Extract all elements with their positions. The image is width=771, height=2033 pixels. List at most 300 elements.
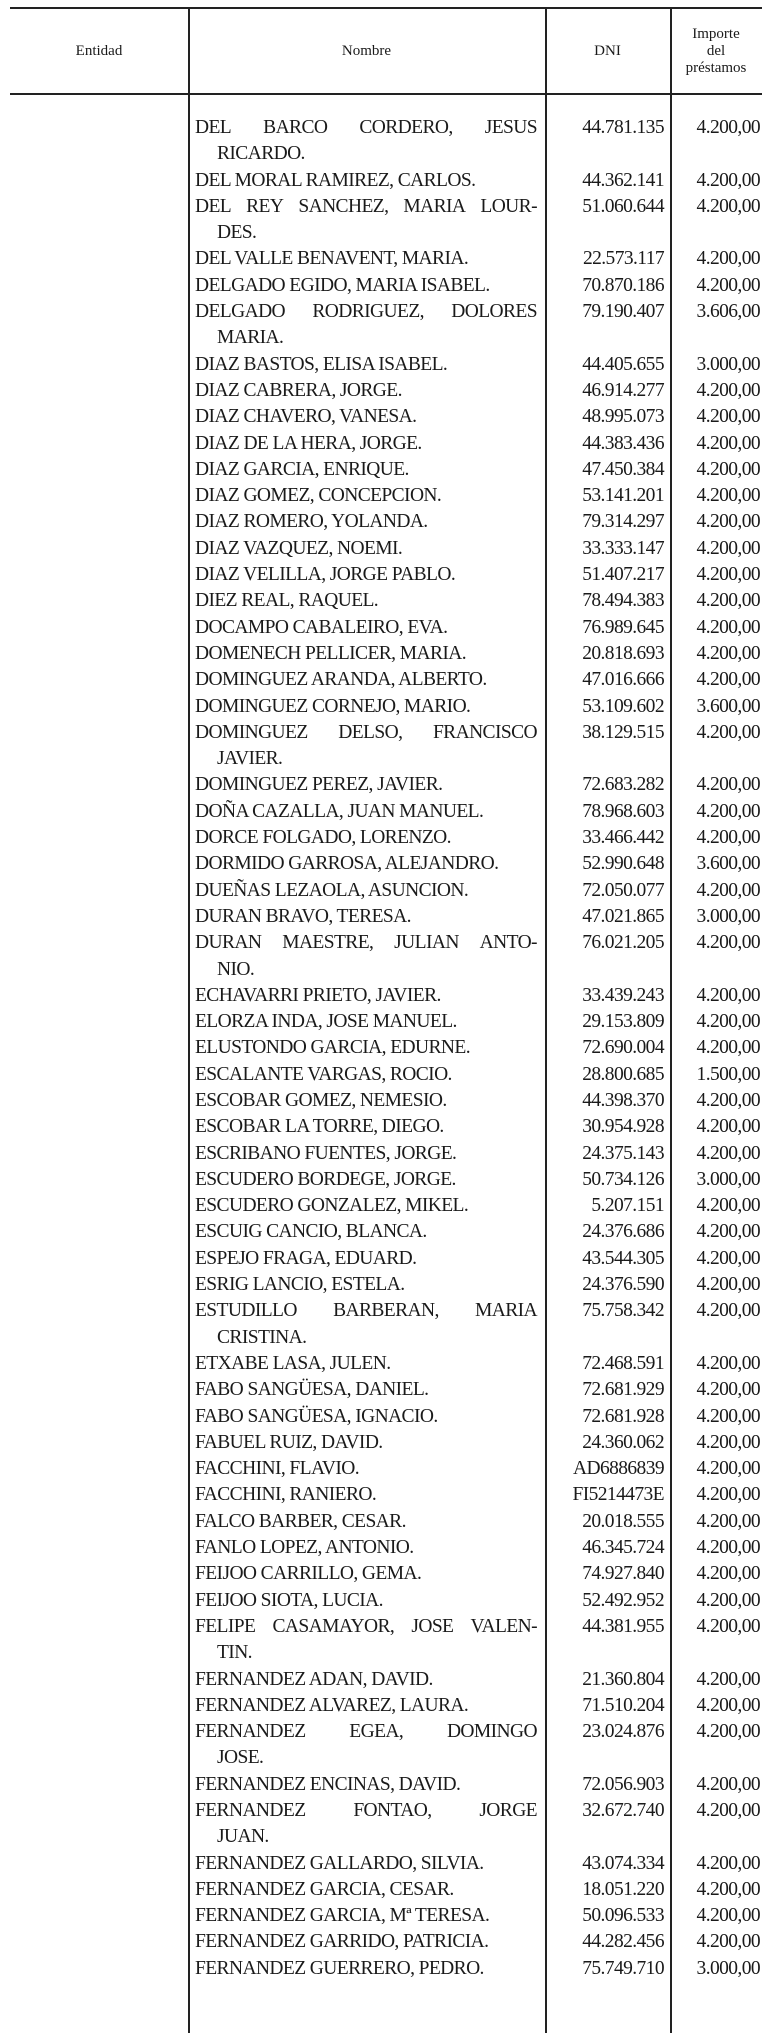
entidad-cell: [10, 615, 188, 641]
dni-cell: 75.758.342: [582, 1300, 664, 1322]
nombre-cell: [188, 1430, 545, 1456]
entidad-cell: [10, 641, 188, 667]
entidad-cell: [10, 1167, 188, 1193]
nombre-line: ECHAVARRI PRIETO, JAVIER.: [195, 984, 441, 1006]
entidad-cell: [10, 1929, 188, 1955]
nombre-line: FERNANDEZ GARCIA, CESAR.: [195, 1878, 454, 1900]
importe-cell: 4.200,00: [696, 669, 760, 691]
nombre-line: DEL VALLE BENAVENT, MARIA.: [195, 248, 469, 270]
nombre-line: FEIJOO SIOTA, LUCIA.: [195, 1589, 383, 1611]
importe-cell: 4.200,00: [696, 616, 760, 638]
entidad-cell: [10, 772, 188, 798]
dni-cell: 44.405.655: [582, 353, 664, 375]
nombre-cell: [188, 1114, 545, 1140]
table-row: [10, 1167, 762, 1193]
nombre-cell: [188, 378, 545, 404]
entidad-cell: [10, 1903, 188, 1929]
nombre-line: FANLO LOPEZ, ANTONIO.: [195, 1537, 414, 1559]
entidad-cell: [10, 457, 188, 483]
table-row: [10, 273, 762, 299]
dni-cell: 72.056.903: [582, 1773, 664, 1795]
dni-cell: 78.968.603: [582, 800, 664, 822]
nombre-line: FELIPE CASAMAYOR, JOSE VALEN-: [195, 1615, 537, 1637]
nombre-cell: [188, 930, 545, 983]
nombre-cell: [188, 799, 545, 825]
table-row: [10, 1404, 762, 1430]
nombre-line: DOCAMPO CABALEIRO, EVA.: [195, 616, 448, 638]
importe-cell: 4.200,00: [696, 1142, 760, 1164]
entidad-cell: [10, 299, 188, 352]
table-row: [10, 168, 762, 194]
dni-cell: 76.021.205: [582, 932, 664, 954]
entidad-cell: [10, 588, 188, 614]
table-row: [10, 1035, 762, 1061]
entidad-cell: [10, 1509, 188, 1535]
nombre-line: ESCRIBANO FUENTES, JORGE.: [195, 1142, 457, 1164]
nombre-cell: [188, 404, 545, 430]
nombre-line: DIAZ ROMERO, YOLANDA.: [195, 511, 428, 533]
importe-cell: 3.000,00: [696, 353, 760, 375]
entidad-cell: [10, 273, 188, 299]
table-row: [10, 1482, 762, 1508]
dni-cell: FI5214473E: [572, 1484, 664, 1506]
table-row: [10, 352, 762, 378]
nombre-line: FACCHINI, RANIERO.: [195, 1484, 377, 1506]
nombre-cell: [188, 641, 545, 667]
nombre-cell: [188, 1798, 545, 1851]
table-row: [10, 694, 762, 720]
entidad-cell: [10, 1772, 188, 1798]
importe-cell: 3.600,00: [696, 695, 760, 717]
nombre-cell: [188, 1377, 545, 1403]
nombre-cell: [188, 851, 545, 877]
dni-cell: 51.060.644: [582, 195, 664, 217]
entidad-cell: [10, 1246, 188, 1272]
importe-cell: 4.200,00: [696, 1773, 760, 1795]
table-row: [10, 1798, 762, 1851]
nombre-cell: [188, 457, 545, 483]
entidad-cell: [10, 878, 188, 904]
table-row: [10, 1062, 762, 1088]
table-row: [10, 667, 762, 693]
dni-cell: 71.510.204: [582, 1694, 664, 1716]
table-row: [10, 904, 762, 930]
dni-cell: 24.375.143: [582, 1142, 664, 1164]
entidad-cell: [10, 1298, 188, 1351]
nombre-line: FERNANDEZ FONTAO, JORGE: [195, 1800, 537, 1821]
nombre-line: DELGADO RODRIGUEZ, DOLORES: [195, 301, 537, 323]
nombre-line: FEIJOO CARRILLO, GEMA.: [195, 1563, 422, 1585]
importe-cell: 4.200,00: [696, 1800, 760, 1821]
importe-cell: 4.200,00: [696, 590, 760, 612]
nombre-line: ESRIG LANCIO, ESTELA.: [195, 1274, 405, 1296]
nombre-line: DIAZ DE LA HERA, JORGE.: [195, 432, 422, 454]
entidad-cell: [10, 667, 188, 693]
entidad-cell: [10, 378, 188, 404]
table-row: [10, 1272, 762, 1298]
entidad-cell: [10, 983, 188, 1009]
nombre-line: CRISTINA.: [217, 1326, 307, 1348]
table-row: [10, 825, 762, 851]
nombre-line: JAVIER.: [217, 748, 283, 770]
entidad-cell: [10, 1614, 188, 1667]
importe-cell: 4.200,00: [696, 274, 760, 296]
entidad-cell: [10, 1088, 188, 1114]
nombre-line: DORMIDO GARROSA, ALEJANDRO.: [195, 853, 499, 875]
nombre-line: DIAZ VELILLA, JORGE PABLO.: [195, 564, 456, 586]
dni-cell: 24.376.686: [582, 1221, 664, 1243]
nombre-line: DELGADO EGIDO, MARIA ISABEL.: [195, 274, 490, 296]
loans-table: [10, 7, 762, 1982]
nombre-cell: [188, 1561, 545, 1587]
dni-cell: 44.381.955: [582, 1615, 664, 1637]
nombre-cell: [188, 273, 545, 299]
nombre-line: ESCALANTE VARGAS, ROCIO.: [195, 1063, 452, 1085]
entidad-cell: [10, 1956, 188, 1982]
importe-cell: 4.200,00: [696, 774, 760, 796]
nombre-cell: [188, 720, 545, 773]
importe-cell: 4.200,00: [696, 1563, 760, 1585]
table-row: [10, 588, 762, 614]
entidad-cell: [10, 1009, 188, 1035]
table-row: [10, 536, 762, 562]
entidad-cell: [10, 168, 188, 194]
nombre-cell: [188, 772, 545, 798]
nombre-line: NIO.: [217, 958, 255, 980]
dni-cell: 79.190.407: [582, 301, 664, 323]
nombre-line: FACCHINI, FLAVIO.: [195, 1458, 360, 1480]
table-row: [10, 378, 762, 404]
entidad-cell: [10, 1798, 188, 1851]
importe-cell: 4.200,00: [696, 984, 760, 1006]
nombre-cell: [188, 1772, 545, 1798]
table-row: [10, 799, 762, 825]
nombre-line: ESCUDERO GONZALEZ, MIKEL.: [195, 1195, 469, 1217]
importe-cell: 3.000,00: [696, 1957, 760, 1979]
table-row: [10, 1298, 762, 1351]
entidad-cell: [10, 404, 188, 430]
nombre-line: FERNANDEZ GARRIDO, PATRICIA.: [195, 1931, 489, 1953]
importe-cell: 4.200,00: [696, 1352, 760, 1374]
importe-cell: 4.200,00: [696, 1905, 760, 1927]
dni-cell: 51.407.217: [582, 564, 664, 586]
importe-cell: 4.200,00: [696, 1221, 760, 1243]
nombre-cell: [188, 483, 545, 509]
dni-cell: 44.398.370: [582, 1089, 664, 1111]
nombre-cell: [188, 246, 545, 272]
nombre-line: DIAZ CABRERA, JORGE.: [195, 379, 402, 401]
importe-cell: 4.200,00: [696, 485, 760, 507]
nombre-line: DURAN MAESTRE, JULIAN ANTO-: [195, 932, 537, 954]
dni-cell: 43.074.334: [582, 1852, 664, 1874]
entidad-cell: [10, 1588, 188, 1614]
importe-cell: 4.200,00: [696, 1089, 760, 1111]
nombre-line: DEL BARCO CORDERO, JESUS: [195, 117, 537, 138]
importe-cell: 4.200,00: [696, 721, 760, 743]
entidad-cell: [10, 1561, 188, 1587]
nombre-line: DIAZ CHAVERO, VANESA.: [195, 406, 417, 428]
nombre-line: FERNANDEZ ENCINAS, DAVID.: [195, 1773, 461, 1795]
dni-cell: 72.468.591: [582, 1352, 664, 1374]
table-row: [10, 1114, 762, 1140]
table-row: [10, 1377, 762, 1403]
entidad-cell: [10, 799, 188, 825]
importe-cell: 4.200,00: [696, 827, 760, 849]
nombre-cell: [188, 588, 545, 614]
nombre-line: FABO SANGÜESA, DANIEL.: [195, 1379, 429, 1401]
dni-cell: AD6886839: [572, 1458, 664, 1480]
header-importe-line: del: [706, 42, 726, 59]
table-row: [10, 983, 762, 1009]
nombre-line: RICARDO.: [217, 143, 305, 165]
entidad-cell: [10, 115, 188, 168]
importe-cell: 4.200,00: [696, 195, 760, 217]
nombre-cell: [188, 825, 545, 851]
entidad-cell: [10, 194, 188, 247]
entidad-cell: [10, 1351, 188, 1377]
nombre-cell: [188, 1062, 545, 1088]
entidad-cell: [10, 1851, 188, 1877]
nombre-cell: [188, 115, 545, 168]
dni-cell: 38.129.515: [582, 721, 664, 743]
dni-cell: 29.153.809: [582, 1011, 664, 1033]
nombre-cell: [188, 194, 545, 247]
importe-cell: 4.200,00: [696, 1537, 760, 1559]
importe-cell: 4.200,00: [696, 879, 760, 901]
nombre-line: FERNANDEZ EGEA, DOMINGO: [195, 1721, 537, 1743]
nombre-line: FERNANDEZ ALVAREZ, LAURA.: [195, 1694, 469, 1716]
table-row: [10, 1561, 762, 1587]
entidad-cell: [10, 246, 188, 272]
dni-cell: 47.021.865: [582, 905, 664, 927]
nombre-line: DIEZ REAL, RAQUEL.: [195, 590, 379, 612]
dni-cell: 33.466.442: [582, 827, 664, 849]
nombre-line: DOMINGUEZ CORNEJO, MARIO.: [195, 695, 471, 717]
header-importe: [670, 9, 762, 93]
entidad-cell: [10, 1272, 188, 1298]
dni-cell: 79.314.297: [582, 511, 664, 533]
entidad-cell: [10, 509, 188, 535]
table-row: [10, 509, 762, 535]
entidad-cell: [10, 1667, 188, 1693]
nombre-line: DORCE FOLGADO, LORENZO.: [195, 827, 451, 849]
nombre-cell: [188, 667, 545, 693]
nombre-line: DOMINGUEZ DELSO, FRANCISCO: [195, 721, 537, 743]
nombre-cell: [188, 1903, 545, 1929]
entidad-cell: [10, 1456, 188, 1482]
entidad-cell: [10, 483, 188, 509]
importe-cell: 4.200,00: [696, 406, 760, 428]
importe-cell: 4.200,00: [696, 1274, 760, 1296]
nombre-line: TIN.: [217, 1642, 252, 1664]
nombre-cell: [188, 1088, 545, 1114]
importe-cell: 4.200,00: [696, 458, 760, 480]
nombre-line: FABO SANGÜESA, IGNACIO.: [195, 1405, 438, 1427]
table-row: [10, 1614, 762, 1667]
table-row: [10, 1456, 762, 1482]
nombre-line: ESTUDILLO BARBERAN, MARIA: [195, 1300, 537, 1322]
table-row: [10, 1088, 762, 1114]
table-row: [10, 720, 762, 773]
dni-cell: 76.989.645: [582, 616, 664, 638]
importe-cell: 4.200,00: [696, 1037, 760, 1059]
importe-cell: 3.000,00: [696, 1168, 760, 1190]
nombre-cell: [188, 1614, 545, 1667]
dni-cell: 48.995.073: [582, 406, 664, 428]
dni-cell: 72.683.282: [582, 774, 664, 796]
nombre-cell: [188, 904, 545, 930]
importe-cell: 4.200,00: [696, 1931, 760, 1953]
dni-cell: 44.362.141: [582, 169, 664, 191]
dni-cell: 75.749.710: [582, 1957, 664, 1979]
nombre-line: DEL REY SANCHEZ, MARIA LOUR-: [195, 195, 537, 217]
importe-cell: 4.200,00: [696, 1852, 760, 1874]
entidad-cell: [10, 851, 188, 877]
nombre-cell: [188, 1141, 545, 1167]
importe-cell: 4.200,00: [696, 117, 760, 138]
nombre-line: ESCUIG CANCIO, BLANCA.: [195, 1221, 427, 1243]
nombre-line: ESCOBAR GOMEZ, NEMESIO.: [195, 1089, 447, 1111]
nombre-cell: [188, 1956, 545, 1982]
importe-cell: 4.200,00: [696, 169, 760, 191]
importe-cell: 4.200,00: [696, 1721, 760, 1743]
dni-cell: 28.800.685: [582, 1063, 664, 1085]
dni-cell: 50.734.126: [582, 1168, 664, 1190]
nombre-line: DIAZ GARCIA, ENRIQUE.: [195, 458, 409, 480]
entidad-cell: [10, 1535, 188, 1561]
importe-cell: 4.200,00: [696, 932, 760, 954]
dni-cell: 33.333.147: [582, 537, 664, 559]
importe-cell: 4.200,00: [696, 1011, 760, 1033]
nombre-line: ETXABE LASA, JULEN.: [195, 1352, 391, 1374]
importe-cell: 4.200,00: [696, 1195, 760, 1217]
nombre-line: FERNANDEZ GUERRERO, PEDRO.: [195, 1957, 484, 1979]
dni-cell: 70.870.186: [582, 274, 664, 296]
nombre-cell: [188, 1509, 545, 1535]
nombre-line: DUEÑAS LEZAOLA, ASUNCION.: [195, 879, 469, 901]
entidad-cell: [10, 1035, 188, 1061]
table-row: [10, 1588, 762, 1614]
table-row: [10, 562, 762, 588]
nombre-cell: [188, 1246, 545, 1272]
importe-cell: 4.200,00: [696, 564, 760, 586]
nombre-line: DIAZ VAZQUEZ, NOEMI.: [195, 537, 403, 559]
nombre-line: FALCO BARBER, CESAR.: [195, 1510, 406, 1532]
dni-cell: 47.016.666: [582, 669, 664, 691]
importe-cell: 4.200,00: [696, 379, 760, 401]
nombre-line: JUAN.: [217, 1826, 269, 1848]
table-row: [10, 115, 762, 168]
dni-cell: 24.360.062: [582, 1431, 664, 1453]
nombre-cell: [188, 1456, 545, 1482]
nombre-line: DOÑA CAZALLA, JUAN MANUEL.: [195, 800, 484, 822]
dni-cell: 44.781.135: [582, 117, 664, 138]
dni-cell: 20.018.555: [582, 1510, 664, 1532]
importe-cell: 4.200,00: [696, 1405, 760, 1427]
nombre-cell: [188, 431, 545, 457]
nombre-line: DURAN BRAVO, TERESA.: [195, 905, 411, 927]
table-row: [10, 878, 762, 904]
table-row: [10, 404, 762, 430]
entidad-cell: [10, 904, 188, 930]
table-row: [10, 457, 762, 483]
table-row: [10, 194, 762, 247]
table-row: [10, 1851, 762, 1877]
importe-cell: 4.200,00: [696, 1484, 760, 1506]
table-row: [10, 1719, 762, 1772]
nombre-cell: [188, 1167, 545, 1193]
nombre-cell: [188, 1877, 545, 1903]
dni-cell: 5.207.151: [591, 1195, 664, 1217]
table-row: [10, 1430, 762, 1456]
nombre-cell: [188, 299, 545, 352]
importe-cell: 4.200,00: [696, 1116, 760, 1138]
dni-cell: 78.494.383: [582, 590, 664, 612]
entidad-cell: [10, 1141, 188, 1167]
table-row: [10, 851, 762, 877]
importe-cell: 4.200,00: [696, 1589, 760, 1611]
nombre-cell: [188, 1035, 545, 1061]
table-row: [10, 483, 762, 509]
entidad-cell: [10, 536, 188, 562]
nombre-cell: [188, 509, 545, 535]
entidad-cell: [10, 1377, 188, 1403]
table-row: [10, 1535, 762, 1561]
dni-cell: 30.954.928: [582, 1116, 664, 1138]
dni-cell: 52.990.648: [582, 853, 664, 875]
nombre-cell: [188, 1929, 545, 1955]
nombre-cell: [188, 615, 545, 641]
table-row: [10, 1956, 762, 1982]
nombre-line: DIAZ GOMEZ, CONCEPCION.: [195, 485, 442, 507]
nombre-line: DES.: [217, 222, 257, 244]
table-header: [10, 9, 762, 95]
importe-cell: 3.606,00: [696, 301, 760, 323]
dni-cell: 47.450.384: [582, 458, 664, 480]
nombre-cell: [188, 1404, 545, 1430]
importe-cell: 4.200,00: [696, 511, 760, 533]
dni-cell: 43.544.305: [582, 1247, 664, 1269]
dni-cell: 46.914.277: [582, 379, 664, 401]
importe-cell: 4.200,00: [696, 1431, 760, 1453]
importe-cell: 4.200,00: [696, 432, 760, 454]
dni-cell: 72.681.929: [582, 1379, 664, 1401]
nombre-line: ESPEJO FRAGA, EDUARD.: [195, 1247, 417, 1269]
dni-cell: 33.439.243: [582, 984, 664, 1006]
nombre-line: FERNANDEZ GALLARDO, SILVIA.: [195, 1852, 484, 1874]
importe-cell: 4.200,00: [696, 1247, 760, 1269]
importe-cell: 4.200,00: [696, 1510, 760, 1532]
dni-cell: 46.345.724: [582, 1537, 664, 1559]
entidad-cell: [10, 694, 188, 720]
entidad-cell: [10, 1430, 188, 1456]
entidad-cell: [10, 431, 188, 457]
nombre-cell: [188, 878, 545, 904]
dni-cell: 32.672.740: [582, 1800, 664, 1821]
table-row: [10, 1246, 762, 1272]
nombre-line: DIAZ BASTOS, ELISA ISABEL.: [195, 353, 448, 375]
entidad-cell: [10, 1482, 188, 1508]
nombre-cell: [188, 536, 545, 562]
nombre-line: FABUEL RUIZ, DAVID.: [195, 1431, 383, 1453]
table-row: [10, 641, 762, 667]
nombre-cell: [188, 1009, 545, 1035]
nombre-cell: [188, 1193, 545, 1219]
nombre-cell: [188, 1851, 545, 1877]
table-row: [10, 615, 762, 641]
dni-cell: 44.282.456: [582, 1931, 664, 1953]
nombre-line: DOMENECH PELLICER, MARIA.: [195, 642, 466, 664]
